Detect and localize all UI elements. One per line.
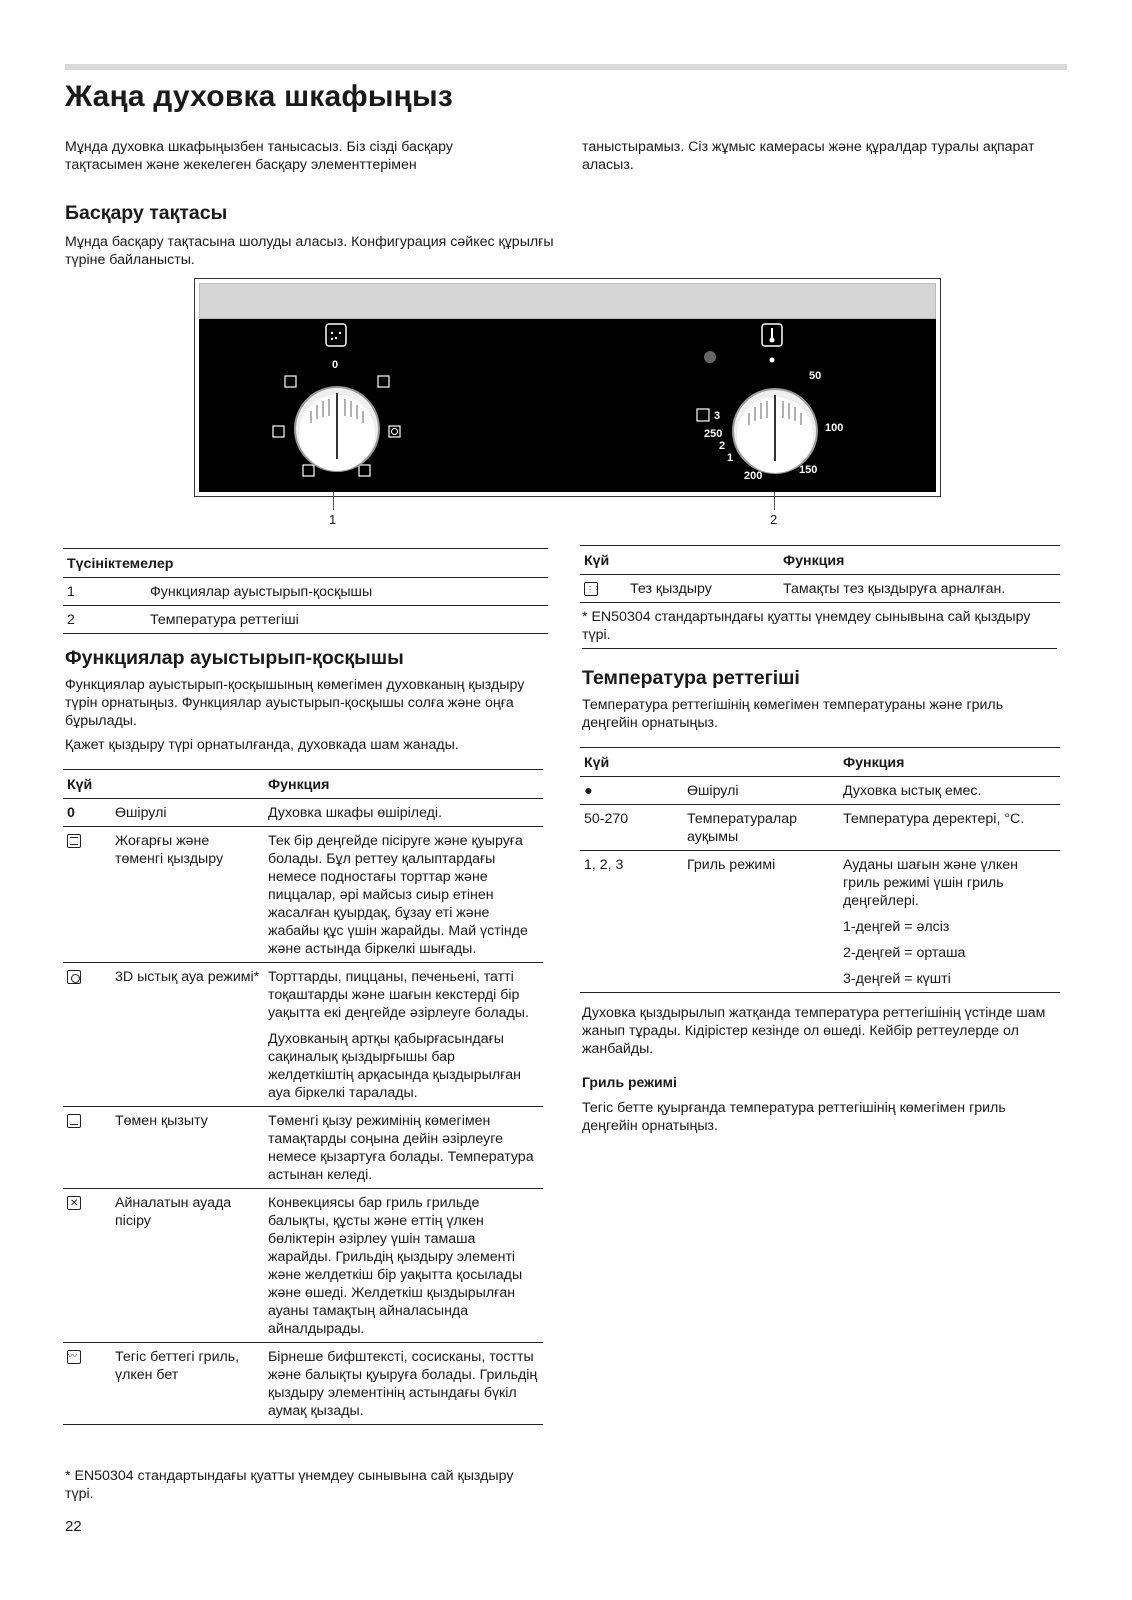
table-row: ● Өшірулі Духовка ыстық емес. — [580, 777, 1060, 805]
3d-hot-air-icon — [67, 970, 81, 984]
intro-left: Мұнда духовка шкафыңызбен танысасыз. Біз сізді басқару тақтасымен және жекелеген басқару элементтерімен — [65, 139, 453, 173]
function-table: Күй Функция 0 Өшірулі Духовка шкафы өшіріледі. Жоғарғы және төменгі қыздыру Тек бір деңгейде пісіруге және қуыруға болады. Бұл реттеу қалыптардағы немесе подностағы торттар және пиццалар, әрі майсыз сиыр етінен жасалған қуырдақ, бұзау еті және жабайы құс үшін жарайды. Май үстінде және астында біркелкі шығады. 3D ыстық ауа режимі* Торттарды, пиццаны, печеньені, татті тоқаштарды және шағын кекстерді бір уақытта екі деңгейде әзірлеуге болады. Духовканың артқы қабырғасындағы сақиналық қыздырғышы бар желдеткіштің арқасында қыздырылған ауа біркелкі таралады. Төмен қызыту Төменгі қызу режимінің көмегімен тамақтарды соңына дейін әзірлеуге немесе қызартуға болады. Температура астынан келеді. ✕ Айналатын ауада пісіру Конвекциясы бар гриль грильде балықты, құсты және еттің үлкен бөліктерін әзірлеу үшін тамаша жарайды. Грильдің қыздыру элементі және желдеткіш бір уақытта қосылады және өшеді. Желдеткіш қыздырылған ауаны тамақтың айналасында айналдырады. 〰 Тегіс беттегі гриль, үлкен бет Бірнеше бифштексті, сосисканы, тостты және балықты қуыруға болады. Грильдің қыздыру элементінің астындағы бүкіл аумақ қызады. — [63, 769, 543, 1425]
bottom-heat-icon — [67, 1114, 81, 1128]
control-panel-text: Мұнда басқару тақтасына шолуды аласыз. Конфигурация сәйкес құрылғы түріне байланысты. — [65, 234, 554, 268]
grill-level-2: 2 — [719, 440, 726, 452]
temp-label-100: 100 — [825, 422, 844, 434]
page-title: Жаңа духовка шкафыңыз — [65, 80, 453, 113]
function-switch-text-2: Қажет қыздыру түрі орнатылғанда, духовкада шам жанады. — [65, 737, 459, 753]
table-row: Төмен қызыту Төменгі қызу режимінің көмегімен тамақтарды соңына дейін әзірлеуге немесе қызартуға болады. Температура астынан келеді. — [63, 1107, 543, 1189]
grill-level-3: 3 — [714, 410, 721, 422]
top-bottom-heat-icon — [67, 834, 81, 848]
table-row: 0 Өшірулі Духовка шкафы өшіріледі. — [63, 799, 543, 827]
temp-regulator-heading: Температура реттегіші — [582, 667, 800, 689]
grill-mode-heading: Гриль режимі — [582, 1074, 677, 1090]
callout-2: 2 — [770, 512, 778, 527]
temp-label-250: 250 — [704, 428, 723, 440]
intro-right: таныстырамыз. Сіз жұмыс камерасы және құралдар туралы ақпарат аласыз. — [582, 139, 1035, 173]
legend-header: Түсініктемелер — [63, 549, 548, 578]
callout-line-2 — [774, 492, 775, 510]
temperature-regulator-knob[interactable] — [697, 324, 843, 482]
callout-line-1 — [333, 492, 334, 510]
circulating-air-icon — [67, 1196, 81, 1210]
knob1-zero-label: 0 — [332, 359, 339, 371]
function-switch-heading: Функциялар ауыстырып-қосқышы — [65, 647, 404, 669]
temp-label-150: 150 — [799, 464, 818, 476]
quick-heat-footnote: * EN50304 стандартындағы қуатты үнемдеу сынывына сай қыздыру түрі. — [582, 608, 1057, 649]
quick-heat-table: Күй Функция ⋮⋮ Тез қыздыру Тамақты тез қыздыруға арналған. — [580, 545, 1060, 603]
callout-1: 1 — [329, 512, 337, 527]
table-row: 1 Функциялар ауыстырып-қосқышы — [63, 578, 548, 606]
table-row: Жоғарғы және төменгі қыздыру Тек бір деңгейде пісіруге және қуыруға болады. Бұл реттеу қалыптардағы немесе подностағы торттар және пиццалар, әрі майсыз сиыр етінен жасалған қуырдақ, бұзау еті және жабайы құс үшін жарайды. Май үстінде және астында біркелкі шығады. — [63, 827, 543, 963]
table-row: 1, 2, 3 Гриль режимі Ауданы шағын және үлкен гриль режимі үшін гриль деңгейлері. 1-деңгей = әлсіз 2-деңгей = орташа 3-деңгей = күшті — [580, 851, 1060, 993]
panel-knobs-svg — [199, 319, 932, 490]
table-row: ⋮⋮ Тез қыздыру Тамақты тез қыздыруға арналған. — [580, 575, 1060, 603]
legend-table — [63, 548, 548, 634]
panel-top-strip — [199, 283, 936, 319]
lamp-text: Духовка қыздырылып жатқанда температура реттегішінің үстінде шам жанып тұрады. Кідірістер кезінде ол өшеді. Кейбір реттеулерде ол жанбайды. — [582, 1005, 1046, 1057]
control-panel-illustration — [194, 278, 941, 497]
grill-level-1: 1 — [727, 452, 734, 464]
table-row: ✕ Айналатын ауада пісіру Конвекциясы бар гриль грильде балықты, құсты және еттің үлкен бөліктерін әзірлеу үшін тамаша жарайды. Грильдің қыздыру элементі және желдеткіш бір уақытта қосылады және өшеді. Желдеткіш қыздырылған ауаны тамақтың айналасында айналдырады. — [63, 1189, 543, 1343]
table-row: 50-270 Температуралар ауқымы Температура деректері, °C. — [580, 805, 1060, 851]
table-row: 2 Температура реттегіші — [63, 606, 548, 634]
panel-front — [199, 319, 936, 492]
temp-regulator-text: Температура реттегішінің көмегімен температураны және гриль деңгейін орнатыңыз. — [582, 697, 1004, 731]
grill-mode-text: Тегіс бетте қуырғанда температура реттегішінің көмегімен гриль деңгейін орнатыңыз. — [582, 1100, 1006, 1134]
off-dot — [770, 358, 775, 363]
control-panel-heading: Басқару тақтасы — [65, 202, 228, 224]
function-symbol-icon — [326, 324, 346, 346]
temp-label-50: 50 — [809, 370, 822, 382]
function-selector-knob[interactable] — [273, 324, 400, 476]
top-rule — [65, 64, 1067, 70]
grill-large-icon — [67, 1350, 81, 1364]
oven-lamp-indicator — [704, 351, 716, 363]
table-row: 〰 Тегіс беттегі гриль, үлкен бет Бірнеше бифштексті, сосисканы, тостты және балықты қуыруға болады. Грильдің қыздыру элементінің астындағы бүкіл аумақ қызады. — [63, 1343, 543, 1425]
quick-heat-icon — [584, 582, 598, 596]
function-switch-text-1: Функциялар ауыстырып-қосқышының көмегімен духовканың қыздыру түрін орнатыңыз. Функциялар ауыстырып-қосқышы солға және оңға бұрылады. — [65, 677, 525, 729]
temp-label-200: 200 — [744, 470, 763, 482]
page-number: 22 — [65, 1518, 82, 1535]
temp-table: Күй Функция ● Өшірулі Духовка ыстық емес. 50-270 Температуралар ауқымы Температура деректері, °C. 1, 2, 3 Гриль режимі Ауданы шағын және үлкен гриль режимі үшін гриль деңгейлері. 1-деңгей = әлсіз 2-деңгей = орташа 3-деңгей = күшті — [580, 747, 1060, 993]
table-row: 3D ыстық ауа режимі* Торттарды, пиццаны, печеньені, татті тоқаштарды және шағын кекстерді бір уақытта екі деңгейде әзірлеуге болады. Духовканың артқы қабырғасындағы сақиналық қыздырғышы бар желдеткіштің арқасында қыздырылған ауа біркелкі таралады. — [63, 963, 543, 1107]
function-footnote: * EN50304 стандартындағы қуатты үнемдеу сынывына сай қыздыру түрі. — [65, 1468, 514, 1502]
